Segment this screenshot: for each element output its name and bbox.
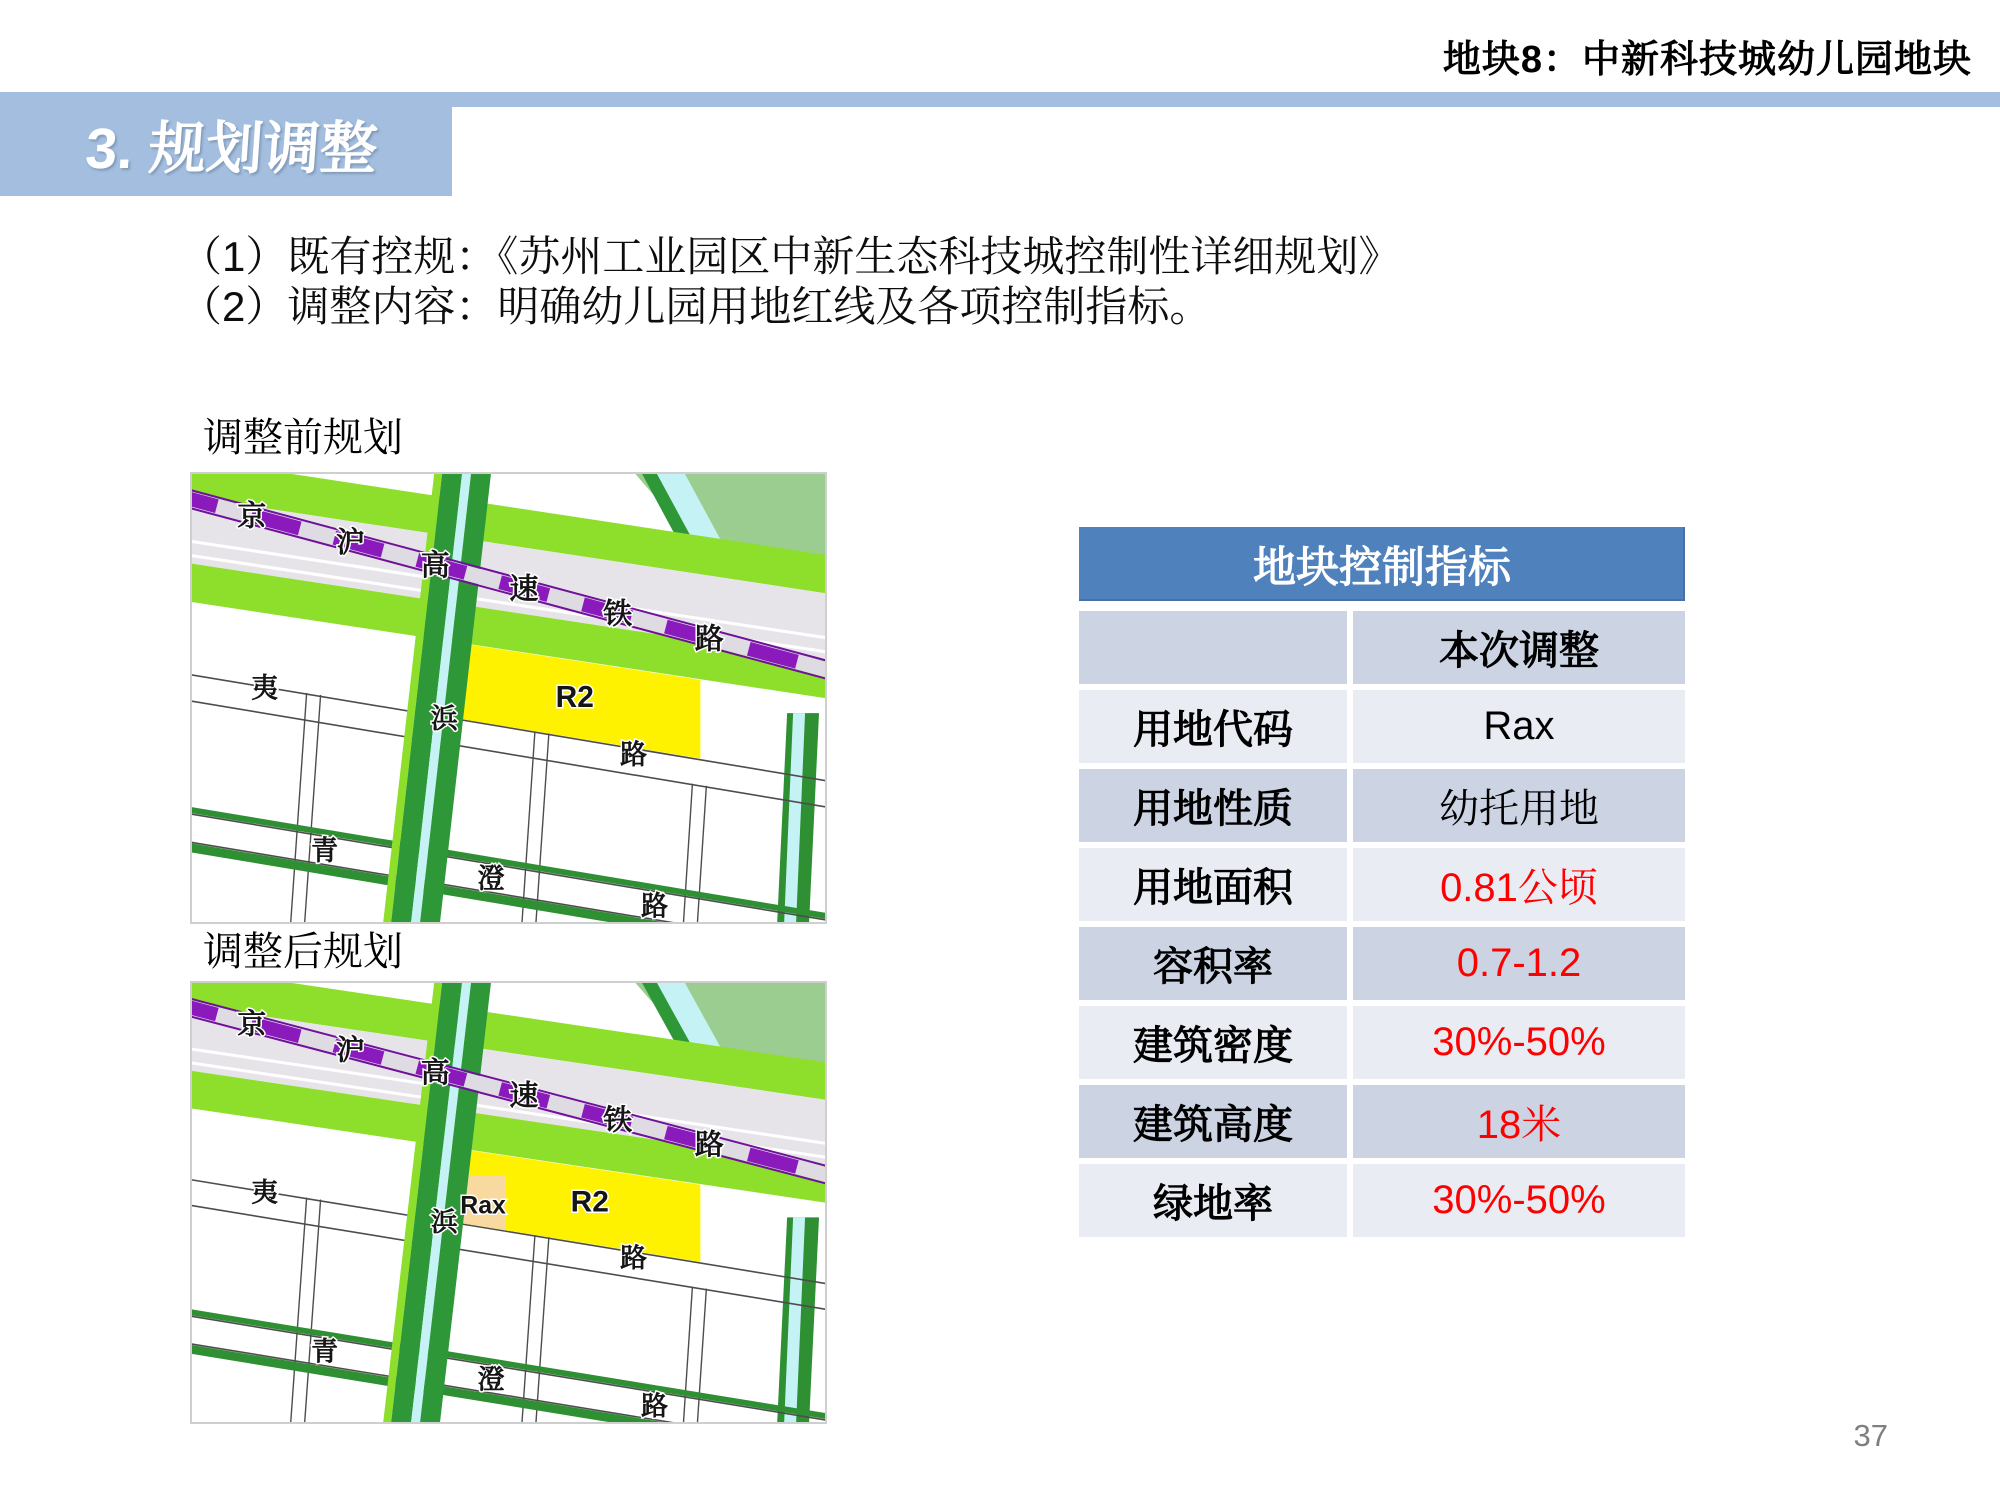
row-label: 用地面积	[1079, 848, 1347, 921]
corner-title: 地块8：中新科技城幼儿园地块	[1442, 39, 1972, 81]
parcel-r2-label: R2	[570, 1185, 609, 1219]
row-label: 容积率	[1079, 927, 1347, 1000]
railway-name-char: 京	[237, 500, 267, 533]
road1-name-char: 夷	[251, 671, 279, 704]
railway-name-char: 沪	[336, 526, 365, 560]
section-title-block	[0, 92, 452, 196]
map-before-svg	[191, 473, 826, 923]
road2-name-char: 路	[641, 1391, 668, 1422]
indicator-table-title: 地块控制指标	[1079, 527, 1685, 601]
road1-name-char: 路	[620, 1242, 648, 1273]
section-title: 3. 规划调整	[83, 117, 380, 181]
table-row	[1079, 848, 1685, 921]
row-value: 0.7-1.2	[1353, 927, 1685, 1000]
table-row	[1079, 1085, 1685, 1158]
row-value: Rax	[1353, 690, 1685, 763]
road1-name-char: 浜	[430, 702, 458, 734]
railway-name-char: 沪	[336, 1034, 365, 1067]
row-label: 绿地率	[1079, 1164, 1347, 1237]
railway-name-char: 京	[237, 1008, 267, 1041]
map-label-after: 调整后规划	[203, 930, 403, 974]
railway-name-char: 铁	[603, 1104, 633, 1137]
table-cell-empty	[1079, 611, 1347, 684]
railway-name-char: 高	[420, 549, 450, 582]
row-value: 30%-50%	[1353, 1164, 1685, 1237]
intro-line-1: （1）既有控规：《苏州工业园区中新生态科技城控制性详细规划》	[180, 233, 1401, 280]
row-value: 0.81公顷	[1353, 848, 1685, 921]
row-value: 18米	[1353, 1085, 1685, 1158]
railway-name-char: 铁	[603, 598, 633, 631]
road1-name-char: 浜	[430, 1207, 458, 1238]
railway-name-char: 速	[509, 573, 539, 606]
road2-name-char: 路	[641, 889, 668, 921]
railway-name-char: 路	[694, 623, 724, 656]
map-label-before: 调整前规划	[203, 416, 403, 460]
road2-name-char: 澄	[477, 1364, 505, 1395]
map-after	[190, 981, 827, 1424]
table-row	[1079, 769, 1685, 842]
map-after-svg	[191, 982, 826, 1423]
railway-name-char: 路	[694, 1128, 724, 1161]
railway-name-char: 速	[509, 1080, 539, 1113]
page-number: 37	[1853, 1418, 1888, 1453]
intro-line-2: （2）调整内容：明确幼儿园用地红线及各项控制指标。	[180, 283, 1212, 330]
table-row	[1079, 1006, 1685, 1079]
row-label: 建筑密度	[1079, 1006, 1347, 1079]
road2-name-char: 澄	[477, 862, 505, 894]
table-row	[1079, 690, 1685, 763]
table-row	[1079, 611, 1685, 684]
intro-text	[180, 232, 1400, 332]
row-label: 用地代码	[1079, 690, 1347, 763]
road2-name-char: 青	[311, 1336, 339, 1367]
row-value: 幼托用地	[1353, 769, 1685, 842]
table-column-header: 本次调整	[1353, 611, 1685, 684]
railway-name-char: 高	[420, 1056, 450, 1089]
road1-name-char: 路	[620, 738, 648, 770]
road1-name-char: 夷	[251, 1177, 279, 1208]
row-label: 建筑高度	[1079, 1085, 1347, 1158]
parcel-r2-label: R2	[555, 680, 594, 715]
table-row	[1079, 1164, 1685, 1237]
road2-name-char: 青	[311, 834, 339, 866]
table-row	[1079, 927, 1685, 1000]
row-label: 用地性质	[1079, 769, 1347, 842]
row-value: 30%-50%	[1353, 1006, 1685, 1079]
parcel-rax-label: Rax	[460, 1192, 506, 1220]
indicator-table	[1079, 527, 1685, 1243]
map-before	[190, 472, 827, 924]
